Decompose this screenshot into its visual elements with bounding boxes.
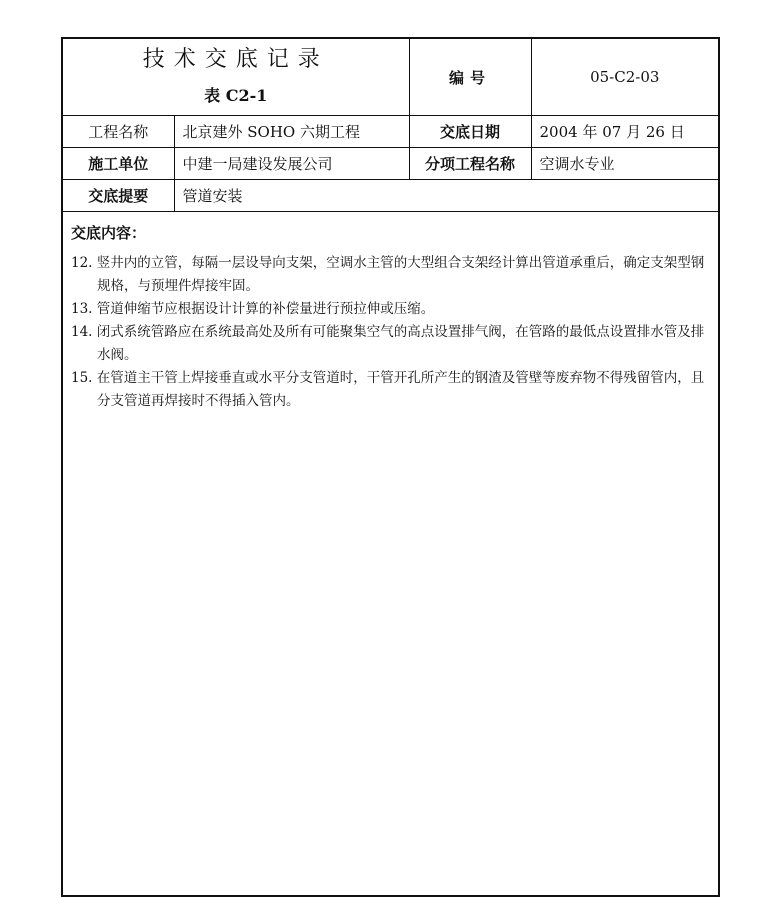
project-name-value: 北京建外 SOHO 六期工程 bbox=[174, 116, 409, 148]
form-title-cell bbox=[63, 39, 409, 116]
content-item: 15. 在管道主干管上焊接垂直或水平分支管道时，干管开孔所产生的钢渣及管壁等废弃物不得残留管内，且分支管道再焊接时不得插入管内。 bbox=[71, 370, 705, 409]
technical-briefing-form bbox=[61, 37, 720, 897]
summary-label: 交底提要 bbox=[63, 180, 174, 212]
briefing-content bbox=[63, 212, 718, 413]
content-item: 14. 闭式系统管路应在系统最高处及所有可能聚集空气的高点设置排气阀，在管路的最低点设置排水管及排水阀。 bbox=[71, 324, 705, 363]
date-value: 2004 年 07 月 26 日 bbox=[531, 116, 718, 148]
code-label: 编号 bbox=[449, 68, 492, 87]
unit-label: 施工单位 bbox=[63, 148, 174, 180]
form-title: 技术交底记录 bbox=[142, 47, 329, 72]
table-number: 表 C2-1 bbox=[204, 86, 268, 105]
header-table bbox=[63, 39, 718, 212]
sub-project-value: 空调水专业 bbox=[531, 148, 718, 180]
code-value: 05-C2-03 bbox=[531, 39, 718, 116]
project-name-label: 工程名称 bbox=[63, 116, 174, 148]
date-label: 交底日期 bbox=[409, 116, 531, 148]
content-item: 13. 管道伸缩节应根据设计计算的补偿量进行预拉伸或压缩。 bbox=[71, 301, 435, 317]
summary-value: 管道安装 bbox=[174, 180, 718, 212]
unit-value: 中建一局建设发展公司 bbox=[174, 148, 409, 180]
content-heading: 交底内容： bbox=[71, 224, 147, 242]
code-label-cell bbox=[409, 39, 531, 116]
content-item: 12. 竖井内的立管，每隔一层设导向支架，空调水主管的大型组合支架经计算出管道承重后，确定支架型钢规格，与预埋件焊接牢固。 bbox=[71, 255, 705, 294]
sub-project-label: 分项工程名称 bbox=[409, 148, 531, 180]
